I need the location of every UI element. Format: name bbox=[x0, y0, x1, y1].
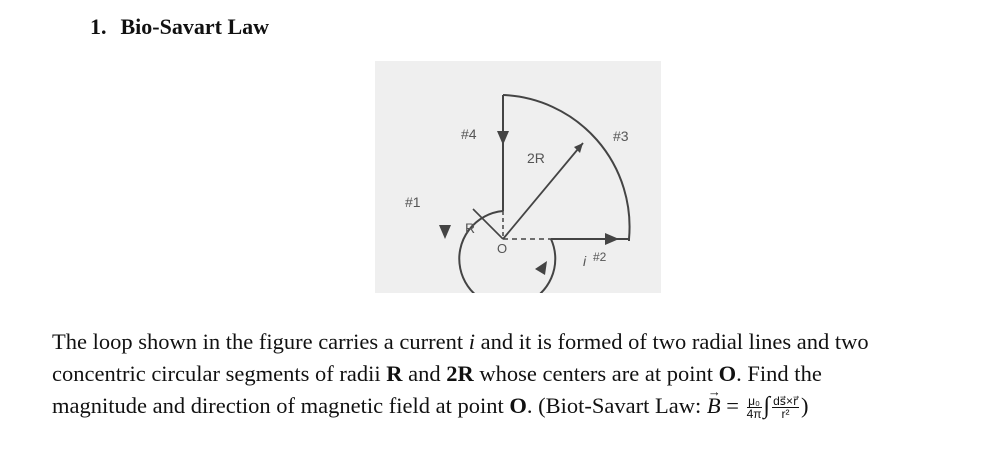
text-segment: . (Biot-Savart Law: bbox=[526, 393, 707, 418]
radius-r-symbol: R bbox=[386, 361, 403, 386]
label-seg2: #2 bbox=[593, 250, 607, 264]
integral-sign: ∫ bbox=[763, 393, 771, 419]
point-o-symbol: O bbox=[718, 361, 737, 386]
label-seg1: #1 bbox=[405, 194, 421, 210]
text-segment: and it is formed of two radial lines and two bbox=[475, 329, 869, 354]
question-title: Bio-Savart Law bbox=[120, 14, 269, 39]
formula-equals: = bbox=[720, 393, 745, 418]
formula-b-vector: B → bbox=[707, 390, 721, 422]
question-number: 1. bbox=[90, 14, 107, 39]
arrow-seg4 bbox=[497, 131, 509, 145]
arrow-seg1 bbox=[439, 225, 451, 239]
text-segment: concentric circular segments of radii bbox=[52, 361, 387, 386]
problem-text bbox=[52, 326, 972, 422]
loop-figure bbox=[375, 61, 661, 293]
integrand-numerator: ds⃗×r⃗ bbox=[773, 394, 798, 409]
label-o: O bbox=[497, 241, 508, 256]
label-r: R bbox=[465, 220, 476, 236]
text-line-1 bbox=[52, 326, 972, 358]
text-segment: The loop shown in the figure carries a current bbox=[52, 329, 469, 354]
formula-constant-fraction bbox=[747, 395, 762, 420]
text-segment: whose centers are at point bbox=[473, 361, 719, 386]
text-segment: magnitude and direction of magnetic field at point bbox=[52, 393, 510, 418]
text-segment: . Find the bbox=[736, 361, 822, 386]
label-seg3: #3 bbox=[613, 128, 629, 144]
formula-denominator: 4π bbox=[746, 407, 762, 422]
text-segment: and bbox=[402, 361, 447, 386]
question-heading bbox=[90, 14, 269, 40]
label-seg4: #4 bbox=[461, 126, 477, 142]
radius-2r-symbol: 2R bbox=[446, 361, 474, 386]
label-current: i bbox=[583, 253, 587, 269]
formula-integrand-fraction bbox=[772, 395, 799, 420]
point-o-symbol: O bbox=[509, 393, 527, 418]
loop-diagram bbox=[375, 61, 661, 293]
arrow-inner-bottom bbox=[535, 261, 547, 275]
formula-numerator: μ₀ bbox=[748, 394, 760, 409]
arrow-seg2 bbox=[605, 233, 619, 245]
text-line-3 bbox=[52, 390, 972, 422]
closing-paren: ) bbox=[800, 393, 809, 418]
integrand-denominator: r² bbox=[781, 407, 790, 422]
text-line-2 bbox=[52, 358, 972, 390]
current-symbol: i bbox=[468, 329, 475, 354]
radius-r-line bbox=[473, 209, 503, 239]
label-2r: 2R bbox=[527, 150, 545, 166]
